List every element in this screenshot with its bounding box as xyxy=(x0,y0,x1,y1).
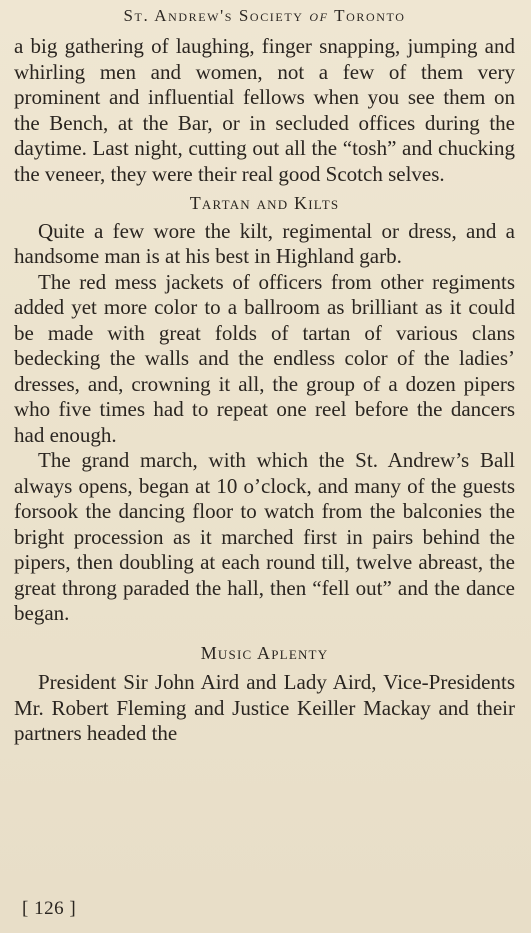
paragraph: President Sir John Aird and Lady Aird, Vice-Presidents Mr. Robert Fleming and Justice Keiller Mackay and their partners headed the xyxy=(14,670,515,745)
paragraph: The grand march, with which the St. Andrew’s Ball always opens, began at 10 o’clock, and many of the guests forsook the dancing floor to watch from the balconies the bright procession as it marched first in pairs behind the pipers, then doubling at each round till, twelve abreast, the great throng paraded the hall, then “fell out” and the dance began. xyxy=(14,448,515,625)
paragraph: Quite a few wore the kilt, regimental or dress, and a handsome man is at his best in Highland garb. xyxy=(14,218,515,268)
running-head xyxy=(14,6,515,26)
running-head-left: St. Andrew's Society xyxy=(123,6,304,25)
paragraph-continued: a big gathering of laughing, finger snapping, jumping and whirling men and women, not a few of them very prominent and influential fellows when you see them on the Bench, at the Bar, or in secluded offices during the daytime. Last night, cutting out all the “tosh” and chucking the veneer, they were their real good Scotch selves. xyxy=(14,34,515,186)
section-heading-tartan-and-kilts: Tartan and Kilts xyxy=(189,193,340,213)
page-number: [ 126 ] xyxy=(22,898,77,919)
running-head-of: of xyxy=(309,6,329,25)
paragraph: The red mess jackets of officers from other regiments added yet more color to a ballroom as brilliant as it could be made with great folds of tartan of various clans bedecking the walls and the endless color of the ladies’ dresses, and, crowning it all, the group of a dozen pipers who five times had to repeat one reel before the dancers had enough. xyxy=(14,269,515,447)
running-head-right: Toronto xyxy=(334,6,406,25)
body-text xyxy=(14,34,515,747)
section-heading-music-aplenty: Music Aplenty xyxy=(200,642,329,663)
